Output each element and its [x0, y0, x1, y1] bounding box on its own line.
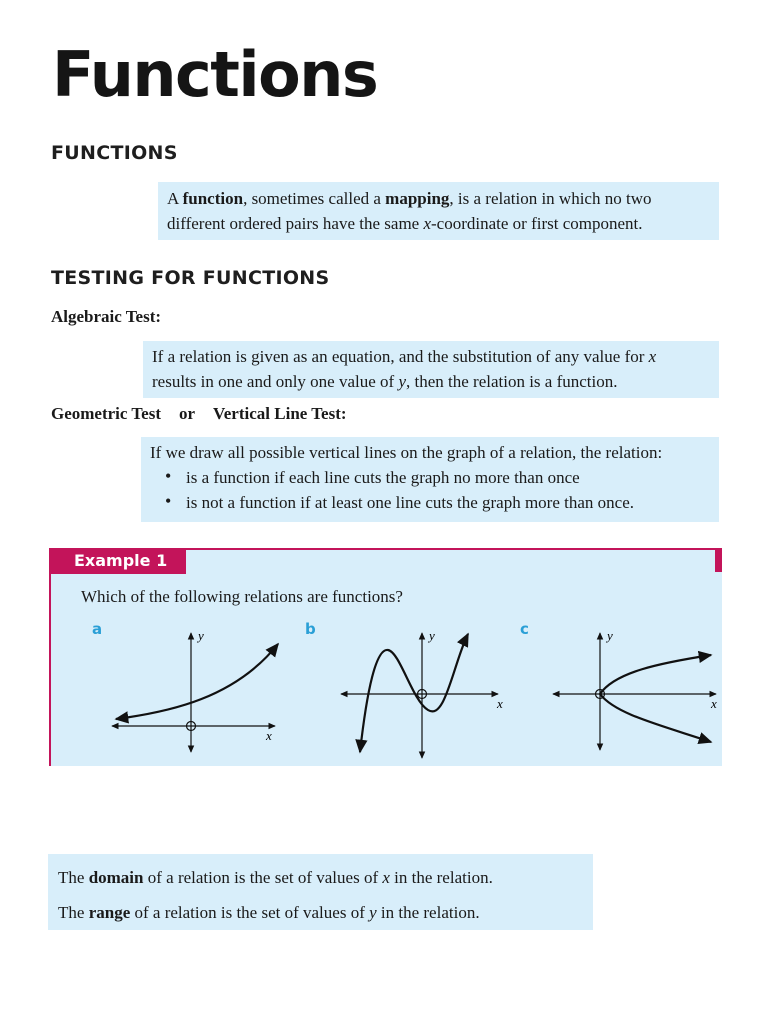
algebraic-var-y: y: [398, 372, 406, 391]
example-question: Which of the following relations are functions?: [81, 587, 403, 606]
graph-c-curve: [600, 655, 711, 742]
algebraic-test-label: Algebraic Test:: [51, 307, 162, 326]
def-text: A: [167, 189, 183, 208]
graph-b-curve: [360, 634, 468, 752]
def-term-mapping: mapping: [385, 189, 450, 208]
domain-range-box: [48, 854, 593, 930]
algebraic-text: , then the relation is a function.: [406, 372, 618, 391]
def-text: different ordered pairs have the same: [167, 214, 424, 233]
range-text: in the relation.: [376, 903, 480, 922]
vertical-line-intro: If we draw all possible vertical lines on the graph of a relation, the relation:: [150, 443, 663, 462]
range-text: of a relation is the set of values of: [130, 903, 370, 922]
graph-c-x-label: x: [711, 696, 717, 711]
graph-c-y-label: y: [607, 628, 613, 643]
def-term-function: function: [182, 189, 244, 208]
bullet-item: • is not a function if at least one line cuts the graph more than once.: [150, 490, 719, 515]
graph-a: [112, 633, 278, 752]
domain-term: domain: [88, 868, 144, 887]
part-label-a: a: [92, 620, 103, 638]
graph-b-x-label: x: [497, 696, 503, 711]
geometric-label-a: Geometric Test: [51, 404, 161, 423]
algebraic-text: If a relation is given as an equation, and the substitution of any value for: [152, 347, 649, 366]
range-text: The: [58, 903, 89, 922]
section-heading-testing: TESTING FOR FUNCTIONS: [51, 267, 330, 289]
domain-text: of a relation is the set of values of: [143, 868, 383, 887]
def-text: -coordinate or first component.: [431, 214, 643, 233]
graph-a-x-label: x: [266, 728, 272, 743]
domain-text: The: [58, 868, 89, 887]
graph-a-y-label: y: [198, 628, 204, 643]
part-label-b: b: [305, 620, 316, 638]
part-label-c: c: [520, 620, 529, 638]
range-term: range: [88, 903, 131, 922]
bullet-item: • is a function if each line cuts the graph no more than once: [150, 465, 719, 490]
def-text: , is a relation in which no two: [449, 189, 652, 208]
graph-a-curve: [116, 644, 278, 719]
graph-b-y-label: y: [429, 628, 435, 643]
geometric-label-b: Vertical Line Test:: [213, 404, 347, 423]
graph-c: [553, 633, 716, 750]
geometric-label-or: or: [179, 404, 196, 423]
domain-text: in the relation.: [389, 868, 493, 887]
section-heading-functions: FUNCTIONS: [51, 142, 178, 164]
graph-b: [341, 633, 498, 758]
def-var-x: x: [423, 214, 432, 233]
example-tab: Example 1: [49, 548, 186, 574]
domain-var-x: x: [382, 868, 390, 887]
page-title: Functions: [52, 38, 378, 111]
algebraic-var-x: x: [648, 347, 657, 366]
algebraic-text: results in one and only one value of: [152, 372, 399, 391]
range-var-y: y: [369, 903, 377, 922]
def-text: , sometimes called a: [243, 189, 386, 208]
